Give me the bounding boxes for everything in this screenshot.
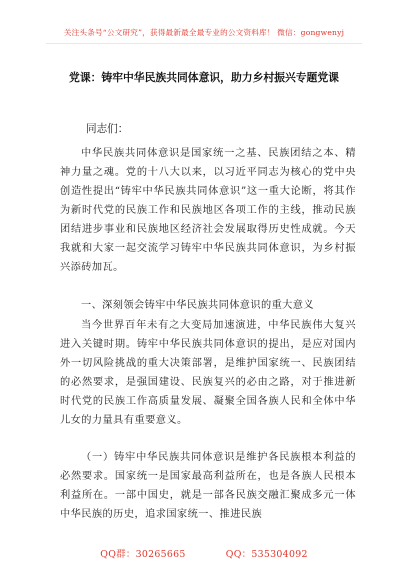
section-heading: 一、深刻领会铸牢中华民族共同体意识的重大意义	[81, 300, 314, 311]
paragraph-intro: 中华民族共同体意识是国家统一之基、民族团结之本、精神力量之魂。党的十八大以来，以习近平同志为核心的党中央创造性提出“铸牢中华民族共同体意识”这一重大论断，将其作为新时代党的民族工作和民族地区各项工作的主线，推动民族团结进步事业和民族地区经济社会发展取得历史性成就。今天我就和大家一起交流学习铸牢中华民族共同体意识，为乡村振兴添砖加瓦。	[60, 148, 356, 273]
header-banner: 关注头条号“公文研究”，获得最新最全最专业的公文资料库！ 微信：gongwenyj	[63, 28, 345, 37]
paragraph-context: 当今世界百年未有之大变局加速演进，中华民族伟大复兴进入关键时期。铸牢中华民族共同体意识的提出，是应对国内外一切风险挑战的重大决策部署，是维护国家统一、民族团结的必然要求，是强国建设、民族复兴的必由之路，对于推进新时代党的民族工作高质量发展、凝聚全国各族人民和全体中华儿女的力量具有重要意义。	[60, 320, 356, 426]
footer-qq-number: QQ：535304092	[225, 549, 308, 560]
footer-qq-group: QQ群：30265665	[100, 549, 186, 560]
document-title: 党课：铸牢中华民族共同体意识，助力乡村振兴专题党课	[69, 71, 339, 84]
paragraph-subsection-1: （一）铸牢中华民族共同体意识是维护各民族根本利益的必然要求。国家统一是国家最高利益所在，也是各族人民根本利益所在。一部中国史，就是一部各民族交融汇聚成多元一体中华民族的历史，追求国家统一、推进民族	[60, 452, 356, 520]
footer-contact	[0, 546, 408, 560]
header-divider	[46, 43, 362, 44]
salutation: 同志们：	[86, 123, 129, 135]
